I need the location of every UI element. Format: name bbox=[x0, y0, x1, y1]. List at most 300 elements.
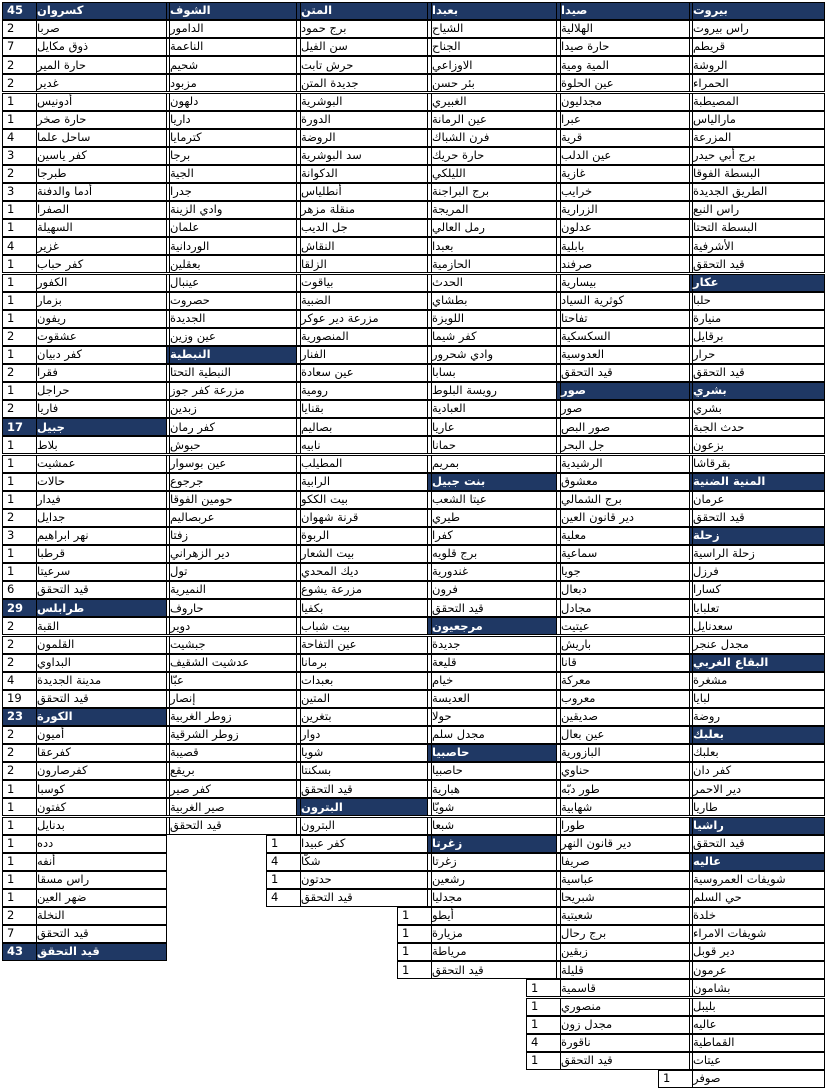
town-name: بعلبك bbox=[692, 744, 825, 762]
town-name: حراجل bbox=[36, 382, 167, 400]
subdistrict-title: عكار bbox=[692, 274, 825, 292]
town-name: جدرا bbox=[169, 183, 297, 201]
town-count: 1 bbox=[397, 961, 431, 979]
town-name: فيدار bbox=[36, 491, 167, 509]
town-name: سماعية bbox=[560, 545, 690, 563]
town-name: عرمون bbox=[692, 961, 825, 979]
town-count: 1 bbox=[2, 346, 36, 364]
town-name: جويا bbox=[560, 563, 690, 581]
town-name: القماطية bbox=[692, 1034, 825, 1052]
town-name: مزيارة bbox=[431, 925, 557, 943]
town-name: فقرا bbox=[36, 364, 167, 382]
town-name: سرعيتا bbox=[36, 563, 167, 581]
town-name: كفر دان bbox=[692, 762, 825, 780]
town-name: شحيم bbox=[169, 56, 297, 74]
town-name: برج قلويه bbox=[431, 545, 557, 563]
town-name: فاريا bbox=[36, 400, 167, 418]
town-name: النميرية bbox=[169, 581, 297, 599]
town-name: ذوق مكايل bbox=[36, 38, 167, 56]
subdistrict-title: البترون bbox=[300, 798, 428, 816]
town-name: المية ومية bbox=[560, 56, 690, 74]
town-count: 1 bbox=[2, 491, 36, 509]
town-name: تول bbox=[169, 563, 297, 581]
town-name: فرن الشباك bbox=[431, 129, 557, 147]
town-count: 1 bbox=[2, 292, 36, 310]
town-name: قيد التحقق bbox=[560, 364, 690, 382]
town-count: 1 bbox=[397, 907, 431, 925]
town-count: 1 bbox=[526, 979, 560, 997]
town-name: السهيلة bbox=[36, 219, 167, 237]
town-name: غازية bbox=[560, 165, 690, 183]
town-name: الدورة bbox=[300, 111, 428, 129]
town-name: أدونيس bbox=[36, 93, 167, 111]
town-name: الغبيري bbox=[431, 93, 557, 111]
town-count: 1 bbox=[266, 871, 300, 889]
town-count: 1 bbox=[2, 563, 36, 581]
town-name: حدث الجبة bbox=[692, 418, 825, 436]
town-name: النقاش bbox=[300, 237, 428, 255]
town-name: برج حمود bbox=[300, 20, 428, 38]
town-count: 1 bbox=[2, 780, 36, 798]
subdistrict-title: البقاع الغربي bbox=[692, 654, 825, 672]
town-name: قصيبة bbox=[169, 744, 297, 762]
town-name: الحمراء bbox=[692, 74, 825, 92]
town-name: دبعال bbox=[560, 581, 690, 599]
town-name: عين بعال bbox=[560, 726, 690, 744]
town-name: عدشيت الشقيف bbox=[169, 654, 297, 672]
town-name: عيتات bbox=[692, 1052, 825, 1070]
town-count: 1 bbox=[2, 853, 36, 871]
town-name: أدما والدفنة bbox=[36, 183, 167, 201]
town-name: حناوي bbox=[560, 762, 690, 780]
subdistrict-title: طرابلس bbox=[36, 599, 167, 617]
subdistrict-count: 23 bbox=[2, 708, 36, 726]
town-count: 1 bbox=[266, 835, 300, 853]
town-name: كفر حباب bbox=[36, 255, 167, 273]
town-name: غندورية bbox=[431, 563, 557, 581]
town-name: الصفرا bbox=[36, 201, 167, 219]
town-count: 1 bbox=[2, 871, 36, 889]
town-name: كسارا bbox=[692, 581, 825, 599]
town-count: 19 bbox=[2, 690, 36, 708]
town-name: بطشاي bbox=[431, 292, 557, 310]
town-name: راس بيروت bbox=[692, 20, 825, 38]
town-name: حولا bbox=[431, 708, 557, 726]
town-name: الضبية bbox=[300, 292, 428, 310]
subdistrict-title: راشيا bbox=[692, 817, 825, 835]
town-name: شبريحا bbox=[560, 889, 690, 907]
town-name: اللويزة bbox=[431, 310, 557, 328]
town-name: السكسكية bbox=[560, 328, 690, 346]
town-name: خلدة bbox=[692, 907, 825, 925]
town-name: بياقوت bbox=[300, 274, 428, 292]
town-count: 4 bbox=[266, 889, 300, 907]
town-name: العديسة bbox=[431, 690, 557, 708]
town-name: مرياطة bbox=[431, 943, 557, 961]
town-name: المتين bbox=[300, 690, 428, 708]
subdistrict-title: الكورة bbox=[36, 708, 167, 726]
town-name: معشوق bbox=[560, 473, 690, 491]
town-name: ديك المحدي bbox=[300, 563, 428, 581]
town-count: 1 bbox=[2, 111, 36, 129]
town-name: معلية bbox=[560, 527, 690, 545]
town-count: 7 bbox=[2, 925, 36, 943]
town-name: منصوري bbox=[560, 998, 690, 1016]
town-name: صريفا bbox=[560, 853, 690, 871]
town-name: غزير bbox=[36, 237, 167, 255]
town-name: عين الحلوة bbox=[560, 74, 690, 92]
town-name: بابلية bbox=[560, 237, 690, 255]
town-count: 1 bbox=[526, 998, 560, 1016]
town-name: نهر ابراهيم bbox=[36, 527, 167, 545]
town-name: البداوي bbox=[36, 654, 167, 672]
town-name: مزرعة كفر جوز bbox=[169, 382, 297, 400]
town-name: برج الشمالي bbox=[560, 491, 690, 509]
town-name: الربوة bbox=[300, 527, 428, 545]
town-name: كفر صير bbox=[169, 780, 297, 798]
town-name: بزمار bbox=[36, 292, 167, 310]
town-name: عين بوسوار bbox=[169, 455, 297, 473]
town-name: أنطلياس bbox=[300, 183, 428, 201]
town-name: النبطية التحتا bbox=[169, 364, 297, 382]
town-name: مجدليون bbox=[560, 93, 690, 111]
town-name: بقرقاشا bbox=[692, 455, 825, 473]
town-name: عين الدلب bbox=[560, 147, 690, 165]
town-name: صربا bbox=[36, 20, 167, 38]
town-name: بتغرين bbox=[300, 708, 428, 726]
town-name: البوشرية bbox=[300, 93, 428, 111]
town-name: مجدل سلم bbox=[431, 726, 557, 744]
subdistrict-title: عاليه bbox=[692, 853, 825, 871]
town-name: شويا bbox=[300, 744, 428, 762]
district-count: 45 bbox=[2, 2, 36, 20]
town-name: سن الفيل bbox=[300, 38, 428, 56]
town-name: كفرعقا bbox=[36, 744, 167, 762]
town-name: حارة حريك bbox=[431, 147, 557, 165]
town-name: قانا bbox=[560, 654, 690, 672]
town-name: العبادية bbox=[431, 400, 557, 418]
town-count: 1 bbox=[2, 255, 36, 273]
town-count: 2 bbox=[2, 654, 36, 672]
town-name: جديدة bbox=[431, 636, 557, 654]
town-name: الكفور bbox=[36, 274, 167, 292]
town-name: حرش تابت bbox=[300, 56, 428, 74]
town-name: قيد التحقق bbox=[431, 961, 557, 979]
town-name: شكّا bbox=[300, 853, 428, 871]
subdistrict-title: زحلة bbox=[692, 527, 825, 545]
district-title: بيروت bbox=[692, 2, 825, 20]
town-name: طبرجا bbox=[36, 165, 167, 183]
town-name: بلاط bbox=[36, 436, 167, 454]
town-name: عين وزين bbox=[169, 328, 297, 346]
town-name: شبعا bbox=[431, 817, 557, 835]
town-name: الحدث bbox=[431, 274, 557, 292]
town-name: معروب bbox=[560, 690, 690, 708]
town-name: النخلة bbox=[36, 907, 167, 925]
town-name: قرنة شهوان bbox=[300, 509, 428, 527]
town-count: 1 bbox=[2, 219, 36, 237]
town-name: طيري bbox=[431, 509, 557, 527]
town-name: مارالياس bbox=[692, 111, 825, 129]
town-count: 2 bbox=[2, 364, 36, 382]
town-name: زغرتا bbox=[431, 853, 557, 871]
town-name: الجية bbox=[169, 165, 297, 183]
town-count: 1 bbox=[2, 455, 36, 473]
town-name: بيسارية bbox=[560, 274, 690, 292]
town-name: صرفند bbox=[560, 255, 690, 273]
town-name: أنفه bbox=[36, 853, 167, 871]
town-name: مزرعة دير عوكر bbox=[300, 310, 428, 328]
town-name: تعلبايا bbox=[692, 599, 825, 617]
town-name: شويفات العمروسية bbox=[692, 871, 825, 889]
town-count: 4 bbox=[2, 129, 36, 147]
town-name: برج أبي حيدر bbox=[692, 147, 825, 165]
town-name: برمانا bbox=[300, 654, 428, 672]
town-name: أيطو bbox=[431, 907, 557, 925]
town-name: ساحل علما bbox=[36, 129, 167, 147]
town-name: البسطة الفوقا bbox=[692, 165, 825, 183]
town-name: سعدنايل bbox=[692, 617, 825, 635]
town-name: كوسبا bbox=[36, 780, 167, 798]
town-name: حدتون bbox=[300, 871, 428, 889]
subdistrict-title: جبيل bbox=[36, 418, 167, 436]
subdistrict-title: بنت جبيل bbox=[431, 473, 557, 491]
town-name: قليلة bbox=[560, 961, 690, 979]
town-name: صور bbox=[560, 400, 690, 418]
town-name: علمان bbox=[169, 219, 297, 237]
district-title: الشوف bbox=[169, 2, 297, 20]
town-name: الروضة bbox=[300, 129, 428, 147]
town-name: البازورية bbox=[560, 744, 690, 762]
town-count: 1 bbox=[2, 436, 36, 454]
town-count: 1 bbox=[2, 310, 36, 328]
town-count: 2 bbox=[2, 56, 36, 74]
town-name: بشامون bbox=[692, 979, 825, 997]
town-name: قيد التحقق bbox=[560, 1052, 690, 1070]
town-name: جدايل bbox=[36, 509, 167, 527]
town-name: بيت الككو bbox=[300, 491, 428, 509]
town-name: حمانا bbox=[431, 436, 557, 454]
town-count: 2 bbox=[2, 328, 36, 346]
subdistrict-title: بشري bbox=[692, 382, 825, 400]
town-name: مزرعة يشوع bbox=[300, 581, 428, 599]
town-name: جرجوع bbox=[169, 473, 297, 491]
town-count: 1 bbox=[397, 925, 431, 943]
subdistrict-title: بعلبك bbox=[692, 726, 825, 744]
town-count: 2 bbox=[2, 509, 36, 527]
town-name: الجناح bbox=[431, 38, 557, 56]
town-name: الرشيدية bbox=[560, 455, 690, 473]
town-name: مجدل عنجر bbox=[692, 636, 825, 654]
town-name: برج رحال bbox=[560, 925, 690, 943]
town-name: الجديدة bbox=[169, 310, 297, 328]
town-name: مجدل زون bbox=[560, 1016, 690, 1034]
town-name: باريش bbox=[560, 636, 690, 654]
town-name: فرزل bbox=[692, 563, 825, 581]
town-count: 1 bbox=[2, 817, 36, 835]
town-count: 3 bbox=[2, 183, 36, 201]
town-name: دير قانون العين bbox=[560, 509, 690, 527]
subdistrict-title: النبطية bbox=[169, 346, 297, 364]
town-name: عباسية bbox=[560, 871, 690, 889]
town-name: رويسة البلوط bbox=[431, 382, 557, 400]
town-name: حاروف bbox=[169, 599, 297, 617]
town-name: المصيطبة bbox=[692, 93, 825, 111]
town-name: عيتيت bbox=[560, 617, 690, 635]
town-count: 6 bbox=[2, 581, 36, 599]
town-name: مشغرة bbox=[692, 672, 825, 690]
town-count: 2 bbox=[2, 636, 36, 654]
subdistrict-count: 17 bbox=[2, 418, 36, 436]
town-count: 1 bbox=[2, 274, 36, 292]
town-name: إنصار bbox=[169, 690, 297, 708]
town-name: رومية bbox=[300, 382, 428, 400]
town-name: العدوسية bbox=[560, 346, 690, 364]
town-name: الزلقا bbox=[300, 255, 428, 273]
town-name: البترون bbox=[300, 817, 428, 835]
town-name: هبارية bbox=[431, 780, 557, 798]
town-count: 1 bbox=[2, 545, 36, 563]
town-count: 2 bbox=[2, 20, 36, 38]
town-name: قيد التحقق bbox=[692, 509, 825, 527]
town-count: 4 bbox=[2, 237, 36, 255]
subdistrict-title: زغرتا bbox=[431, 835, 557, 853]
town-name: حومين الفوقا bbox=[169, 491, 297, 509]
town-count: 2 bbox=[2, 726, 36, 744]
town-count: 3 bbox=[2, 527, 36, 545]
town-count: 2 bbox=[2, 762, 36, 780]
town-name: بقنايا bbox=[300, 400, 428, 418]
town-name: فرون bbox=[431, 581, 557, 599]
town-name: خيام bbox=[431, 672, 557, 690]
town-name: زفتا bbox=[169, 527, 297, 545]
town-name: زبقين bbox=[560, 943, 690, 961]
town-name: حارة صخر bbox=[36, 111, 167, 129]
town-name: صديقين bbox=[560, 708, 690, 726]
town-name: دده bbox=[36, 835, 167, 853]
town-name: بشري bbox=[692, 400, 825, 418]
town-name: نابيه bbox=[300, 436, 428, 454]
town-name: دوار bbox=[300, 726, 428, 744]
town-count: 2 bbox=[2, 617, 36, 635]
town-name: دير الاحمر bbox=[692, 780, 825, 798]
town-name: صور البص bbox=[560, 418, 690, 436]
town-count: 1 bbox=[2, 473, 36, 491]
town-name: عشقوت bbox=[36, 328, 167, 346]
town-name: الوردانية bbox=[169, 237, 297, 255]
town-count: 2 bbox=[2, 74, 36, 92]
town-name: الناعمة bbox=[169, 38, 297, 56]
town-name: بكفيا bbox=[300, 599, 428, 617]
town-name: قيد التحقق bbox=[300, 889, 428, 907]
town-name: الرابية bbox=[300, 473, 428, 491]
district-title: بعبدا bbox=[431, 2, 557, 20]
town-name: مجادل bbox=[560, 599, 690, 617]
town-name: المزرعة bbox=[692, 129, 825, 147]
town-name: بئر حسن bbox=[431, 74, 557, 92]
town-name: الهلالية bbox=[560, 20, 690, 38]
town-name: الحازمية bbox=[431, 255, 557, 273]
town-name: شعيتية bbox=[560, 907, 690, 925]
district-title: صيدا bbox=[560, 2, 690, 20]
town-count: 1 bbox=[658, 1070, 692, 1088]
town-count: 7 bbox=[2, 38, 36, 56]
town-name: البسطة التحتا bbox=[692, 219, 825, 237]
town-name: مدينة الجديدة bbox=[36, 672, 167, 690]
districts-table bbox=[2, 2, 793, 1086]
town-name: راس النبع bbox=[692, 201, 825, 219]
town-name: تفاحتا bbox=[560, 310, 690, 328]
town-count: 1 bbox=[526, 1016, 560, 1034]
town-count: 4 bbox=[526, 1034, 560, 1052]
town-name: زبدين bbox=[169, 400, 297, 418]
town-name: زوطر الشرقية bbox=[169, 726, 297, 744]
town-name: مجدليا bbox=[431, 889, 557, 907]
town-name: حصروت bbox=[169, 292, 297, 310]
town-name: الزرارية bbox=[560, 201, 690, 219]
town-name: أميون bbox=[36, 726, 167, 744]
town-name: كفر شيما bbox=[431, 328, 557, 346]
town-name: قيد التحقق bbox=[36, 925, 167, 943]
town-name: بعبدا bbox=[431, 237, 557, 255]
town-name: شهابية bbox=[560, 798, 690, 816]
town-name: عين التفاحة bbox=[300, 636, 428, 654]
town-name: جبشيت bbox=[169, 636, 297, 654]
town-name: قرطبا bbox=[36, 545, 167, 563]
town-name: جل الديب bbox=[300, 219, 428, 237]
town-name: شويفات الامراء bbox=[692, 925, 825, 943]
subdistrict-title: حاصبيا bbox=[431, 744, 557, 762]
town-name: المنصورية bbox=[300, 328, 428, 346]
town-count: 2 bbox=[2, 165, 36, 183]
town-count: 1 bbox=[2, 201, 36, 219]
town-name: دير قانون النهر bbox=[560, 835, 690, 853]
town-name: قيد التحقق bbox=[692, 255, 825, 273]
town-name: الاوزاعي bbox=[431, 56, 557, 74]
town-name: عدلون bbox=[560, 219, 690, 237]
town-name: برجا bbox=[169, 147, 297, 165]
town-name: سد البوشرية bbox=[300, 147, 428, 165]
town-name: كفتون bbox=[36, 798, 167, 816]
town-name: بريقع bbox=[169, 762, 297, 780]
town-count: 3 bbox=[2, 147, 36, 165]
town-name: عاريا bbox=[431, 418, 557, 436]
town-name: صوفر bbox=[692, 1070, 825, 1088]
town-name: المطيلب bbox=[300, 455, 428, 473]
town-name: حلبا bbox=[692, 292, 825, 310]
town-name: عين الرمانة bbox=[431, 111, 557, 129]
town-name: الدكوانة bbox=[300, 165, 428, 183]
town-count: 1 bbox=[526, 1052, 560, 1070]
town-name: رشعين bbox=[431, 871, 557, 889]
town-count: 2 bbox=[2, 400, 36, 418]
town-name: بزعون bbox=[692, 436, 825, 454]
town-name: عربصاليم bbox=[169, 509, 297, 527]
town-name: كفر دبيان bbox=[36, 346, 167, 364]
town-name: مزبود bbox=[169, 74, 297, 92]
town-name: جل البحر bbox=[560, 436, 690, 454]
town-name: كفرا bbox=[431, 527, 557, 545]
town-name: القبة bbox=[36, 617, 167, 635]
town-count: 1 bbox=[2, 382, 36, 400]
town-name: راس مسقا bbox=[36, 871, 167, 889]
town-name: عمشيت bbox=[36, 455, 167, 473]
town-name: وادي شحرور bbox=[431, 346, 557, 364]
town-name: ضهر العين bbox=[36, 889, 167, 907]
town-name: شويّا bbox=[431, 798, 557, 816]
town-name: قاسمية bbox=[560, 979, 690, 997]
town-name: منقلة مزهر bbox=[300, 201, 428, 219]
